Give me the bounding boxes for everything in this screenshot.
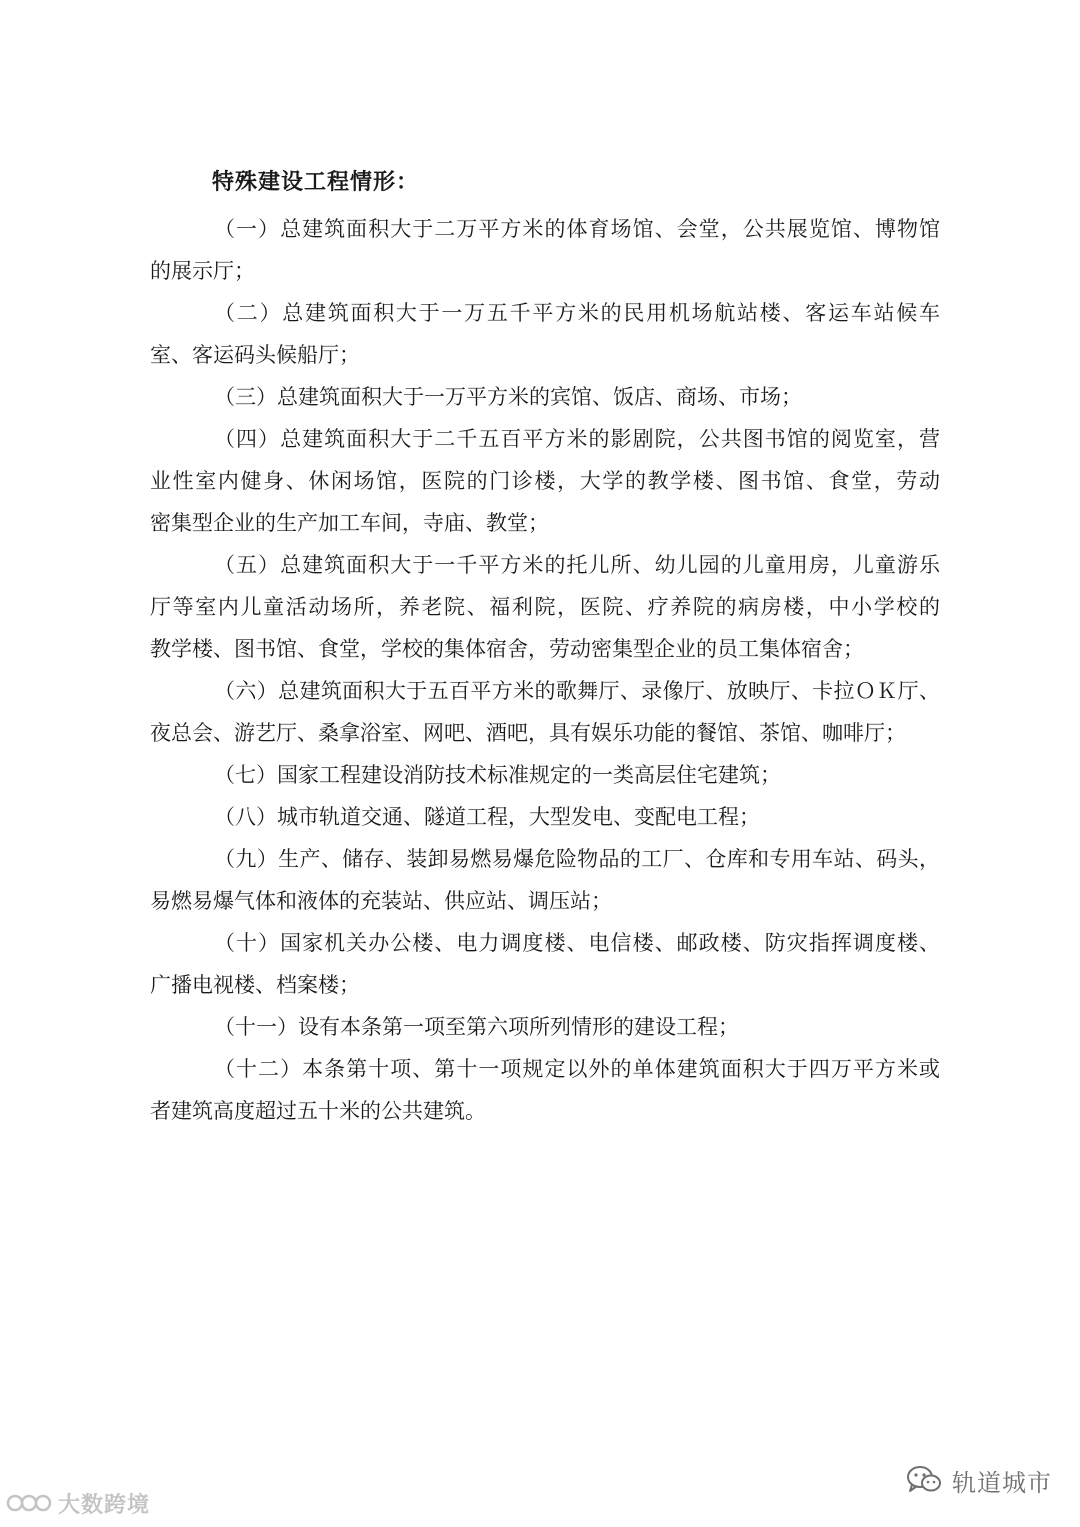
item-line: （九）生产、储存、装卸易燃易爆危险物品的工厂、仓库和专用车站、码头， [214, 847, 940, 871]
item-line: 业性室内健身、休闲场馆，医院的门诊楼，大学的教学楼、图书馆、食堂，劳动 [150, 469, 940, 493]
watermark-right-text: 轨道城市 [952, 1468, 1052, 1497]
list-item [150, 418, 940, 544]
list-item [150, 838, 940, 922]
item-line: 的展示厅； [150, 259, 255, 283]
item-line: 教学楼、图书馆、食堂，学校的集体宿舍，劳动密集型企业的员工集体宿舍； [150, 637, 864, 661]
item-line: 夜总会、游艺厅、桑拿浴室、网吧、酒吧，具有娱乐功能的餐馆、茶馆、咖啡厅； [150, 721, 906, 745]
list-item [150, 292, 940, 376]
watermark-left-text: 大数跨境 [58, 1492, 151, 1518]
list-item [150, 670, 940, 754]
item-line: 厅等室内儿童活动场所，养老院、福利院，医院、疗养院的病房楼，中小学校的 [150, 595, 940, 619]
item-line: （七）国家工程建设消防技术标准规定的一类高层住宅建筑； [214, 763, 781, 787]
list-item [150, 796, 940, 838]
item-line: （二）总建筑面积大于一万五千平方米的民用机场航站楼、客运车站候车 [214, 301, 940, 325]
list-item [150, 376, 940, 418]
watermark-right [906, 1458, 1052, 1502]
item-line: 者建筑高度超过五十米的公共建筑。 [150, 1099, 486, 1123]
item-line: 广播电视楼、档案楼； [150, 973, 360, 997]
wechat-icon [906, 1465, 942, 1495]
item-line: 室、客运码头候船厅； [150, 343, 360, 367]
item-line: （三）总建筑面积大于一万平方米的宾馆、饭店、商场、市场； [214, 385, 802, 409]
list-item [150, 208, 940, 292]
item-line: （四）总建筑面积大于二千五百平方米的影剧院，公共图书馆的阅览室，营 [214, 427, 940, 451]
item-line: 密集型企业的生产加工车间，寺庙、教堂； [150, 511, 549, 535]
brand-logo-icon [6, 1491, 52, 1515]
item-line: （八）城市轨道交通、隧道工程，大型发电、变配电工程； [214, 805, 760, 829]
document-body [150, 208, 940, 1132]
item-line: 易燃易爆气体和液体的充装站、供应站、调压站； [150, 889, 612, 913]
list-item [150, 1006, 940, 1048]
item-line: （六）总建筑面积大于五百平方米的歌舞厅、录像厅、放映厅、卡拉ＯＫ厅、 [214, 679, 940, 703]
item-line: （五）总建筑面积大于一千平方米的托儿所、幼儿园的儿童用房，儿童游乐 [214, 553, 940, 577]
item-line: （十一）设有本条第一项至第六项所列情形的建设工程； [214, 1015, 739, 1039]
list-item [150, 754, 940, 796]
watermark-left [6, 1485, 150, 1521]
item-line: （十二）本条第十项、第十一项规定以外的单体建筑面积大于四万平方米或 [214, 1057, 940, 1081]
list-item [150, 1048, 940, 1132]
item-line: （十）国家机关办公楼、电力调度楼、电信楼、邮政楼、防灾指挥调度楼、 [214, 931, 940, 955]
item-line: （一）总建筑面积大于二万平方米的体育场馆、会堂，公共展览馆、博物馆 [214, 217, 940, 241]
list-item [150, 544, 940, 670]
document-heading: 特殊建设工程情形： [212, 169, 420, 195]
list-item [150, 922, 940, 1006]
